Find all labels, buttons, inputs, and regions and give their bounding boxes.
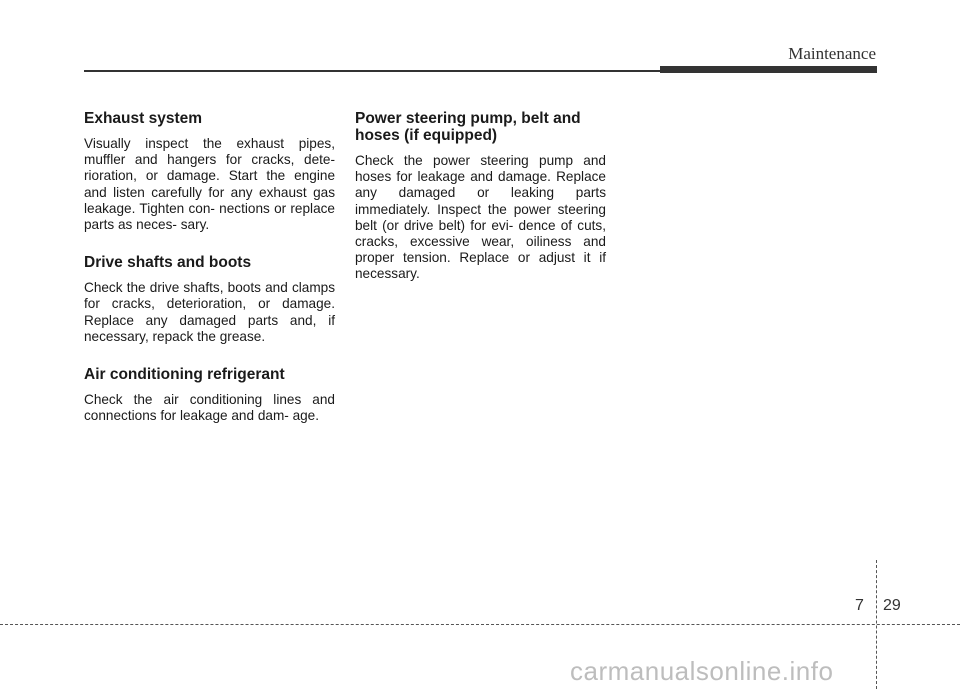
header-rule [84, 70, 660, 72]
heading-drive-shafts: Drive shafts and boots [84, 254, 252, 272]
right-column [355, 110, 606, 304]
chapter-number: 7 [855, 597, 864, 614]
footer-rule [0, 624, 960, 625]
header-rule-accent [660, 66, 877, 73]
left-column [84, 110, 335, 445]
body-drive-shafts: Check the drive shafts, boots and clamps for cracks, deterioration, or damage. Replace any damaged parts and, if necessary, repack the grease. [84, 280, 335, 344]
body-exhaust-system: Visually inspect the exhaust pipes, muffler and hangers for cracks, dete- rioration, or damage. Start the engine and listen carefully for any exhaust gas leakage. Tighten con- nections or replace parts as neces- sary. [84, 136, 335, 233]
heading-power-steering: Power steering pump, belt and hoses (if equipped) [355, 110, 581, 144]
section-title: Maintenance [788, 44, 876, 63]
heading-air-conditioning: Air conditioning refrigerant [84, 366, 285, 384]
page-number: 29 [883, 597, 901, 614]
watermark: carmanualsonline.info [570, 656, 834, 686]
heading-exhaust-system: Exhaust system [84, 110, 203, 127]
body-power-steering: Check the power steering pump and hoses for leakage and damage. Replace any damaged or leaking parts immediately. Inspect the power steering belt (or drive belt) for evi- dence of cuts, cracks, excessive wear, oiliness and proper tension. Replace or adjust it if necessary. [355, 153, 606, 282]
footer-divider [876, 560, 877, 689]
body-air-conditioning: Check the air conditioning lines and connections for leakage and dam- age. [84, 392, 335, 424]
